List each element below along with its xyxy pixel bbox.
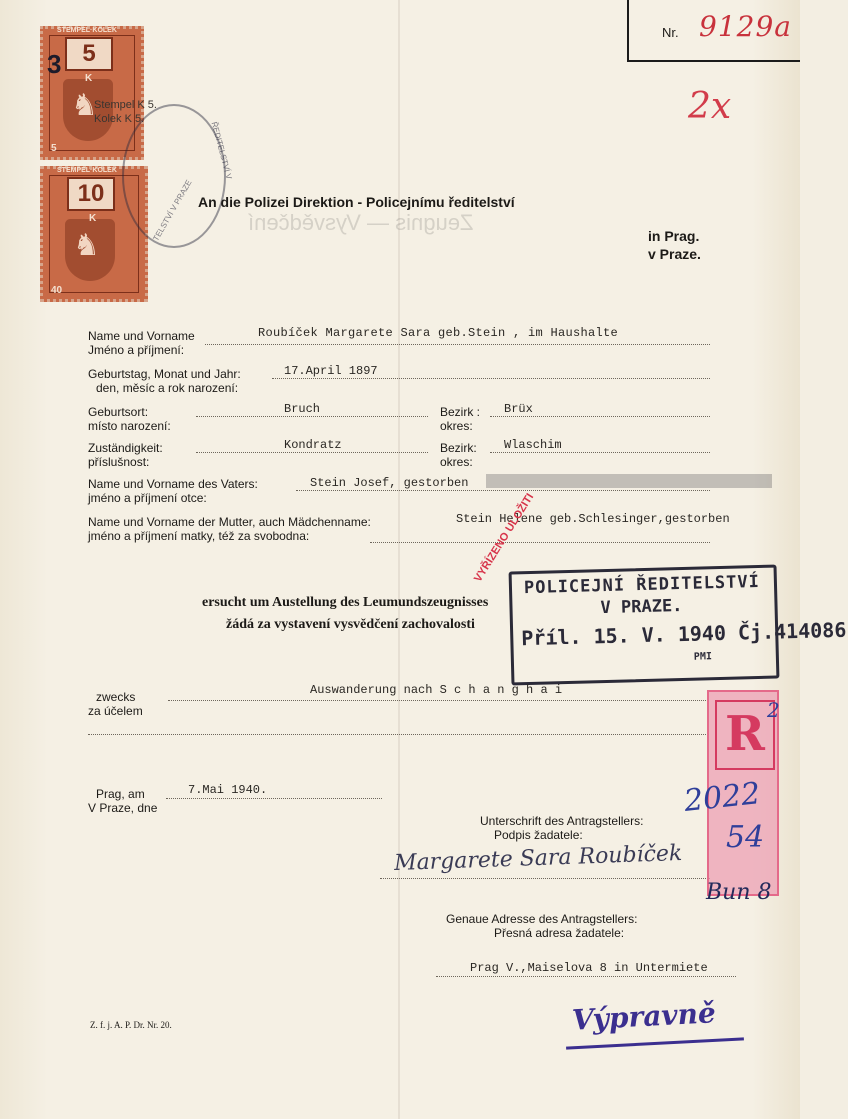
father-value: Stein Josef, gestorben <box>310 476 469 490</box>
stamp-corner: 5 <box>51 143 57 154</box>
registration-num3: Bun 8 <box>706 880 772 905</box>
mother-label-cz: jméno a příjmení matky, též za svobodna: <box>88 529 310 543</box>
stamp-value: 10 <box>67 177 115 211</box>
stamp-top-text: STEMPEL·KOLEK <box>57 167 117 174</box>
address-value: Prag V.,Maiselova 8 in Untermiete <box>470 961 708 975</box>
address-label-de: Genaue Adresse des Antragstellers: <box>446 912 638 926</box>
vypravne-stamp: Výpravně <box>571 996 717 1037</box>
stamp-value: 5 <box>65 37 113 71</box>
signature-line <box>380 878 710 879</box>
domicile-line <box>196 452 428 453</box>
paper-fold <box>398 0 400 1119</box>
postmark: ŘEDITELSTVÍ V TELSTVÍ V PRAZE <box>122 104 226 248</box>
registration-num1: 2022 <box>682 776 762 819</box>
purpose-value: Auswanderung nach S c h a n g h a i <box>310 683 563 697</box>
mother-value: Stein Helene geb.Schlesinger,gestorben <box>456 512 730 526</box>
bleed-through: Zeugnis — Vysvědčení <box>248 210 474 235</box>
father-label-de: Name und Vorname des Vaters: <box>88 477 258 491</box>
registration-letter: R <box>725 706 765 762</box>
purpose-line <box>168 700 708 701</box>
city-cz: v Praze. <box>648 246 701 262</box>
date-label-de: Prag, am <box>96 787 145 801</box>
purpose-line-2 <box>88 734 708 735</box>
stamp-letter: K <box>85 73 93 84</box>
police-stamp <box>509 565 847 686</box>
address-label-cz: Přesná adresa žadatele: <box>494 926 625 940</box>
police-stamp-line2: V PRAZE. <box>600 595 683 619</box>
nr-label: Nr. <box>662 25 679 40</box>
mother-line <box>370 542 710 543</box>
request-cz: žádá za vystavení vysvědčení zachovalosti <box>226 617 475 632</box>
stamp-top-text: STEMPEL·KOLEK <box>57 27 117 34</box>
vyrizeno-stamp: VYŘÍZENO ULOŽITI <box>472 491 537 585</box>
district1-label-de: Bezirk : <box>440 405 481 419</box>
date-line <box>166 798 382 799</box>
stamp-note-2: Kolek K 5. <box>94 113 145 125</box>
registration-superscript: 2 <box>767 698 780 722</box>
police-stamp-line4: PMI <box>693 651 713 663</box>
district2-line <box>490 452 710 453</box>
birthplace-label-de: Geburtsort: <box>88 405 149 419</box>
district2-label-de: Bezirk: <box>440 441 477 455</box>
stamp-cancel-mark: 3 <box>47 49 62 79</box>
birthplace-value: Bruch <box>284 402 321 416</box>
police-stamp-line1: POLICEJNÍ ŘEDITELSTVÍ <box>523 571 761 599</box>
number-box <box>627 0 800 62</box>
birth-value: 17.April 1897 <box>284 364 378 378</box>
signature-label-de: Unterschrift des Antragstellers: <box>480 814 644 828</box>
district1-value: Brüx <box>504 402 533 416</box>
birth-label-cz: den, měsíc a rok narození: <box>96 381 239 395</box>
birthplace-line <box>196 416 428 417</box>
date-value: 7.Mai 1940. <box>188 783 268 797</box>
district2-label-cz: okres: <box>440 455 473 469</box>
police-stamp-line3: Příl. 15. V. 1940 Čj.414086 <box>520 617 847 651</box>
purpose-label-de: zwecks <box>96 690 136 704</box>
signature-value: Margarete Sara Roubíček <box>393 840 683 877</box>
father-line <box>296 490 710 491</box>
nr-value: 9129a <box>699 10 792 43</box>
domicile-value: Kondratz <box>284 438 342 452</box>
birth-label-de: Geburtstag, Monat und Jahr: <box>88 367 241 381</box>
date-label-cz: V Praze, dne <box>88 801 158 815</box>
district1-label-cz: okres: <box>440 419 473 433</box>
district2-value: Wlaschim <box>504 438 562 452</box>
name-line <box>205 344 710 345</box>
stamp-note-1: Stempel K 5. <box>94 99 157 111</box>
birthplace-label-cz: místo narození: <box>88 419 171 433</box>
domicile-label-cz: příslušnost: <box>88 455 150 469</box>
name-value: Roubíček Margarete Sara geb.Stein , im Haushalte <box>258 326 619 340</box>
annotation-2x: 2x <box>688 86 732 127</box>
lion-icon: ♞ <box>71 89 98 122</box>
name-label-de: Name und Vorname <box>88 329 195 343</box>
mother-label-de: Name und Vorname der Mutter, auch Mädchenname: <box>88 515 371 529</box>
request-de: ersucht um Austellung des Leumundszeugnisses <box>202 595 489 610</box>
district1-line <box>490 416 710 417</box>
address-line <box>436 976 736 977</box>
form-code: Z. f. j. A. P. Dr. Nr. 20. <box>90 1020 172 1030</box>
vypravne-underline <box>566 1037 744 1049</box>
purpose-label-cz: za účelem <box>88 704 143 718</box>
stamp-letter: K <box>89 213 97 224</box>
birth-line <box>272 378 710 379</box>
name-label-cz: Jméno a příjmení: <box>88 343 185 357</box>
signature-label-cz: Podpis žadatele: <box>494 828 583 842</box>
lion-icon: ♞ <box>73 229 100 262</box>
city-de: in Prag. <box>648 228 700 244</box>
domicile-label-de: Zuständigkeit: <box>88 441 163 455</box>
stamp-corner: 40 <box>51 285 63 296</box>
father-label-cz: jméno a příjmení otce: <box>88 491 207 505</box>
registration-num2: 54 <box>726 820 765 855</box>
addressee-title: An die Polizei Direktion - Policejnímu ředitelství <box>198 194 515 210</box>
